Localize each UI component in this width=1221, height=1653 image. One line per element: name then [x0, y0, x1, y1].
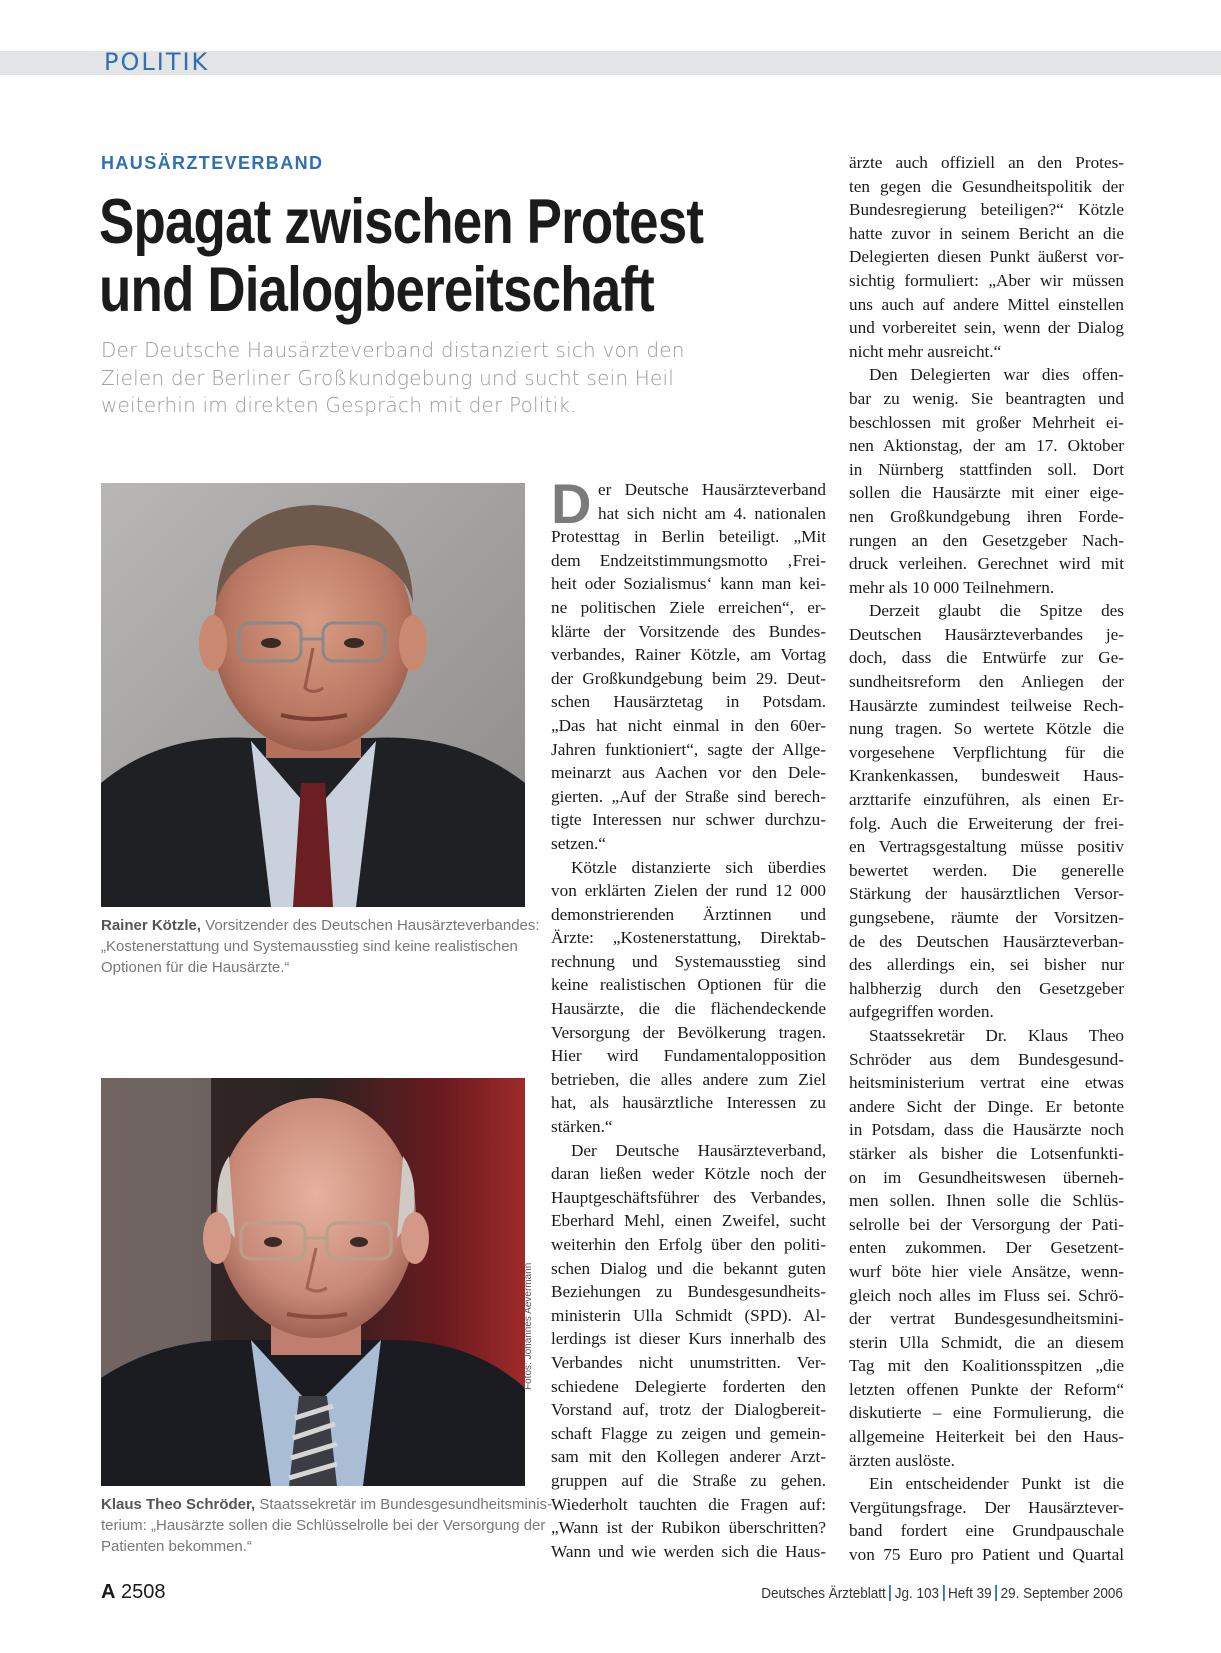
article-line: stärker als bisher die Lotsenfunkti- [849, 1143, 1124, 1163]
article-line: enten zukommen. Der Gesetzent- [849, 1238, 1124, 1258]
separator [943, 1585, 945, 1601]
article-line: vorgesehene Verpflichtung für die [849, 742, 1124, 762]
article-line: gleich noch alles im Fluss sei. Schrö- [849, 1285, 1124, 1305]
article-line: Derzeit glaubt die Spitze des [869, 601, 1124, 621]
article-line: Versorgung der Bevölkerung tragen. [551, 1022, 826, 1042]
article-line: sundheitsreform den Anliegen der [849, 672, 1124, 692]
article-line: Beziehungen zu Bundesgesundheits- [551, 1282, 826, 1302]
publication-name: Deutsches Ärzteblatt [761, 1585, 886, 1602]
article-line: men sollen. Ihnen solle die Schlüs- [849, 1191, 1124, 1211]
article-line: hat sich nicht am 4. nationalen [598, 503, 826, 523]
article-line: aufgegriffen worden. [849, 1002, 994, 1022]
article-line: Ein entscheidender Punkt ist die [869, 1474, 1124, 1494]
page-number [101, 1581, 166, 1604]
article-line: demonstrierenden Ärztinnen und [551, 904, 826, 924]
article-line: er Deutsche Hausärzteverband [598, 480, 826, 499]
separator [889, 1585, 891, 1601]
article-line: andere Sicht der Dinge. Er betonte [849, 1096, 1124, 1116]
article-line: Eberhard Mehl, einen Zweifel, sucht [551, 1211, 826, 1231]
dek [101, 337, 711, 420]
article-line: Hausärzte zumindest teilweise Rech- [849, 695, 1124, 715]
dek-line: weiterhin im direkten Gespräch mit der Politik. [101, 393, 577, 417]
article-line: allgemeine Heiterkeit bei den Haus- [849, 1427, 1124, 1447]
article-line: Ärzte: „Kostenerstattung, Direktab- [551, 928, 826, 948]
article-line: heit oder Sozialismus‘ kann man kei- [551, 574, 826, 594]
caption-text: terium: „Hausärzte sollen die Schlüsselrolle bei der Versorgung der [101, 1517, 546, 1534]
photo-credit: Fotos: Johannes Aevermann [523, 1262, 534, 1390]
article-line: letzten offenen Punkte der Reform“ [849, 1379, 1124, 1399]
separator [995, 1585, 997, 1601]
article-line: des allerdings ein, sei bisher nur [849, 955, 1124, 975]
article-line: bewertet werden. Die generelle [849, 860, 1124, 880]
article-line: stärken.“ [551, 1117, 613, 1137]
article-line: nen Großkundgebung ihren Forde- [849, 506, 1124, 526]
article-line: doch, dass die Entwürfe zur Ge- [849, 648, 1124, 668]
caption-text: Optionen für die Hausärzte.“ [101, 959, 290, 976]
article-line: de des Deutschen Hausärzteverban- [849, 931, 1124, 951]
article-line: druck verleihen. Gerechnet wird mit [849, 554, 1124, 574]
article-line: heitsministerium vertrat eine etwas [849, 1073, 1124, 1093]
article-line: dem Endzeitstimmungsmotto ‚Frei- [551, 550, 826, 570]
article-line: ärzte auch offiziell an den Protes- [849, 153, 1124, 172]
article-line: Hauptgeschäftsführer des Verbandes, [551, 1187, 826, 1207]
article-line: selrolle bei der Versorgung der Pati- [849, 1214, 1124, 1234]
article-line: Krankenkassen, bundesweit Haus- [849, 766, 1124, 786]
article-line: beschlossen mit großer Mehrheit ei- [849, 412, 1124, 432]
photo-klaus-theo-schroeder [101, 1078, 525, 1486]
article-line: Den Delegierten war dies offen- [869, 365, 1124, 385]
article-line: Delegierten diesen Punkt äußerst vor- [849, 247, 1124, 267]
article-line: halbherzig durch den Gesetzgeber [849, 978, 1124, 998]
article-line: „Das hat nicht einmal in den 60er- [551, 715, 826, 735]
article-line: rechnung und Systemausstieg sind [551, 951, 826, 971]
article-line: sichtig formuliert: „Aber wir müssen [849, 270, 1124, 290]
article-line: schen Dialog und die bekannt guten [551, 1258, 826, 1278]
article-line: hat, als hausärztliche Interessen zu [551, 1093, 826, 1113]
article-line: verbandes, Rainer Kötzle, am Vortag [551, 645, 826, 665]
article-line: Kötzle distanzierte sich überdies [571, 857, 826, 877]
kicker: HAUSÄRZTEVERBAND [101, 153, 324, 173]
article-line: bar zu wenig. Sie beantragten und [849, 388, 1124, 408]
article-line: wurf böte hier viele Ansätze, wenn- [849, 1261, 1124, 1281]
article-line: Verbandes nicht unumstritten. Ver- [551, 1352, 826, 1372]
drop-cap: D [551, 472, 592, 535]
article-line: ministerin Ulla Schmidt (SPD). Al- [551, 1305, 826, 1325]
article-line: Tag mit den Koalitionsspitzen „die [849, 1356, 1124, 1376]
article-line: gierten. „Auf der Straße sind berech- [551, 786, 826, 806]
article-line: „Wann ist der Rubikon überschritten? [551, 1518, 826, 1538]
article-line: uns auch auf andere Mittel einstellen [849, 294, 1124, 314]
article-line: schaft Flagge zu zeigen und gemein- [551, 1423, 826, 1443]
headline [99, 188, 704, 324]
article-line: diskutierte – eine Formulierung, die [849, 1403, 1124, 1423]
publication-volume: Jg. 103 [894, 1585, 940, 1602]
article-line: sam mit den Kollegen anderer Arzt- [551, 1447, 826, 1467]
article-line: von erklärten Zielen der rund 12 000 [551, 881, 826, 901]
article-line: Hausärzte, die die flächendeckende [551, 999, 826, 1019]
article-line: Der Deutsche Hausärzteverband, [571, 1140, 826, 1160]
article-line: keine realistischen Optionen für die [551, 975, 826, 995]
article-line: weiterhin den Erfolg über den politi- [551, 1235, 826, 1254]
article-line: in Nürnberg stattfinden soll. Dort [849, 459, 1124, 479]
article-line: gruppen auf die Straße zu gehen. [551, 1470, 826, 1490]
article-line: arzttarife einzuführen, als einen Er- [849, 790, 1124, 810]
article-line: nicht mehr ausreicht.“ [849, 341, 1002, 361]
article-line: klärte der Vorsitzende des Bundes- [551, 621, 826, 641]
article-line: Wiederholt tauchten die Fragen auf: [551, 1494, 826, 1514]
section-label: POLITIK [104, 48, 210, 76]
article-line: Jahren funktioniert“, sagte der Allge- [551, 739, 826, 759]
article-line: von 75 Euro pro Patient und Quartal [849, 1545, 1124, 1565]
article-line: Vergütungsfrage. Der Hausärztever- [849, 1497, 1124, 1517]
article-line: sterin Ulla Schmidt, die an diesem [849, 1332, 1124, 1352]
article-line: ne politischen Ziele erreichen“, er- [551, 597, 826, 617]
article-line: und vorbereitet sein, wenn der Dialog [849, 318, 1124, 338]
article-line: Schröder aus dem Bundesgesund- [849, 1049, 1124, 1069]
caption-klaus-theo-schroeder [101, 1494, 553, 1557]
article-line: daran ließen weder Kötzle noch der [551, 1164, 826, 1184]
article-line: der Großkundgebung beim 29. Deut- [551, 668, 826, 688]
dek-line: Der Deutsche Hausärzteverband distanziert sich von den [101, 338, 685, 362]
caption-text: „Kostenerstattung und Systemausstieg sind keine realistischen [101, 938, 518, 955]
article-line: nung tragen. So wertete Kötzle die [849, 719, 1124, 739]
article-line: en Vertragsgestaltung müsse positiv [849, 837, 1124, 857]
article-line: on im Gesundheitswesen überneh- [849, 1167, 1124, 1187]
caption-text: Patienten bekommen.“ [101, 1538, 252, 1555]
article-line: Hier wird Fundamentalopposition [551, 1046, 826, 1066]
article-line: hatte zuvor in seinem Bericht an die [849, 223, 1124, 243]
article-line: Wann und wie werden sich die Haus- [551, 1541, 826, 1561]
caption-name: Klaus Theo Schröder, [101, 1496, 256, 1513]
article-line: schiedene Delegierte forderten den [551, 1376, 826, 1396]
photo-rainer-koetzle [101, 483, 525, 907]
caption-name: Rainer Kötzle, [101, 917, 202, 934]
article-line: Bundesregierung beteiligen?“ Kötzle [849, 200, 1124, 220]
article-line: tigte Interessen nur schwer durchzu- [551, 810, 826, 830]
article-line: der vertrat Bundesgesundheitsmini- [849, 1309, 1124, 1329]
article-line: schen Hausärztetag in Potsdam. [551, 692, 826, 712]
article-line: mehr als 10 000 Teilnehmern. [849, 577, 1055, 597]
article-line: rungen an den Gesetzgeber Nach- [849, 530, 1124, 550]
article-line: band fordert eine Grundpauschale [849, 1521, 1124, 1541]
article-line: nen Aktionstag, der am 17. Oktober [849, 436, 1124, 456]
dek-line: Zielen der Berliner Großkundgebung und sucht sein Heil [101, 365, 675, 390]
caption-rainer-koetzle [101, 915, 540, 978]
article-line: meinarzt aus Aachen vor den Dele- [551, 763, 826, 783]
article-column-3 [849, 151, 1124, 1567]
article-column-2 [551, 472, 826, 1563]
headline-line-1: Spagat zwischen Protest [99, 187, 704, 257]
article-line: ärzten auslöste. [849, 1450, 955, 1470]
article-line: gungsebene, räumte der Vorsitzen- [849, 908, 1124, 927]
article-line: Deutschen Hausärzteverbandes je- [849, 624, 1124, 644]
article-line: lerdings ist dieser Kurs innerhalb des [551, 1329, 826, 1349]
article-line: Stärkung der hausärztlichen Versor- [849, 884, 1124, 904]
publication-issue: Heft 39 [948, 1585, 992, 1602]
headline-line-2: und Dialogbereitschaft [99, 255, 654, 325]
article-line: Protesttag in Berlin beteiligt. „Mit [551, 527, 826, 547]
article-line: Vorstand auf, trotz der Dialogbereit- [551, 1400, 826, 1420]
article-line: folg. Auch die Erweiterung der frei- [849, 813, 1124, 833]
article-line: sollen die Hausärzte mit einer eige- [849, 483, 1124, 503]
page-number-value: 2508 [121, 1581, 166, 1603]
article-line: betrieben, die alles andere zum Ziel [551, 1069, 826, 1089]
publication-date: 29. September 2006 [1000, 1585, 1123, 1602]
page-prefix: A [101, 1581, 116, 1603]
article-line: Staatssekretär Dr. Klaus Theo [869, 1025, 1124, 1045]
article-line: setzen.“ [551, 833, 606, 853]
article-line: ten gegen die Gesundheitspolitik der [849, 176, 1124, 196]
article-line: in Potsdam, dass die Hausärzte noch [849, 1120, 1124, 1140]
publication-info [761, 1585, 1123, 1602]
caption-text: Staatssekretär im Bundesgesundheitsminis- [255, 1496, 553, 1513]
caption-text: Vorsitzender des Deutschen Hausärzteverbandes: [201, 917, 540, 934]
